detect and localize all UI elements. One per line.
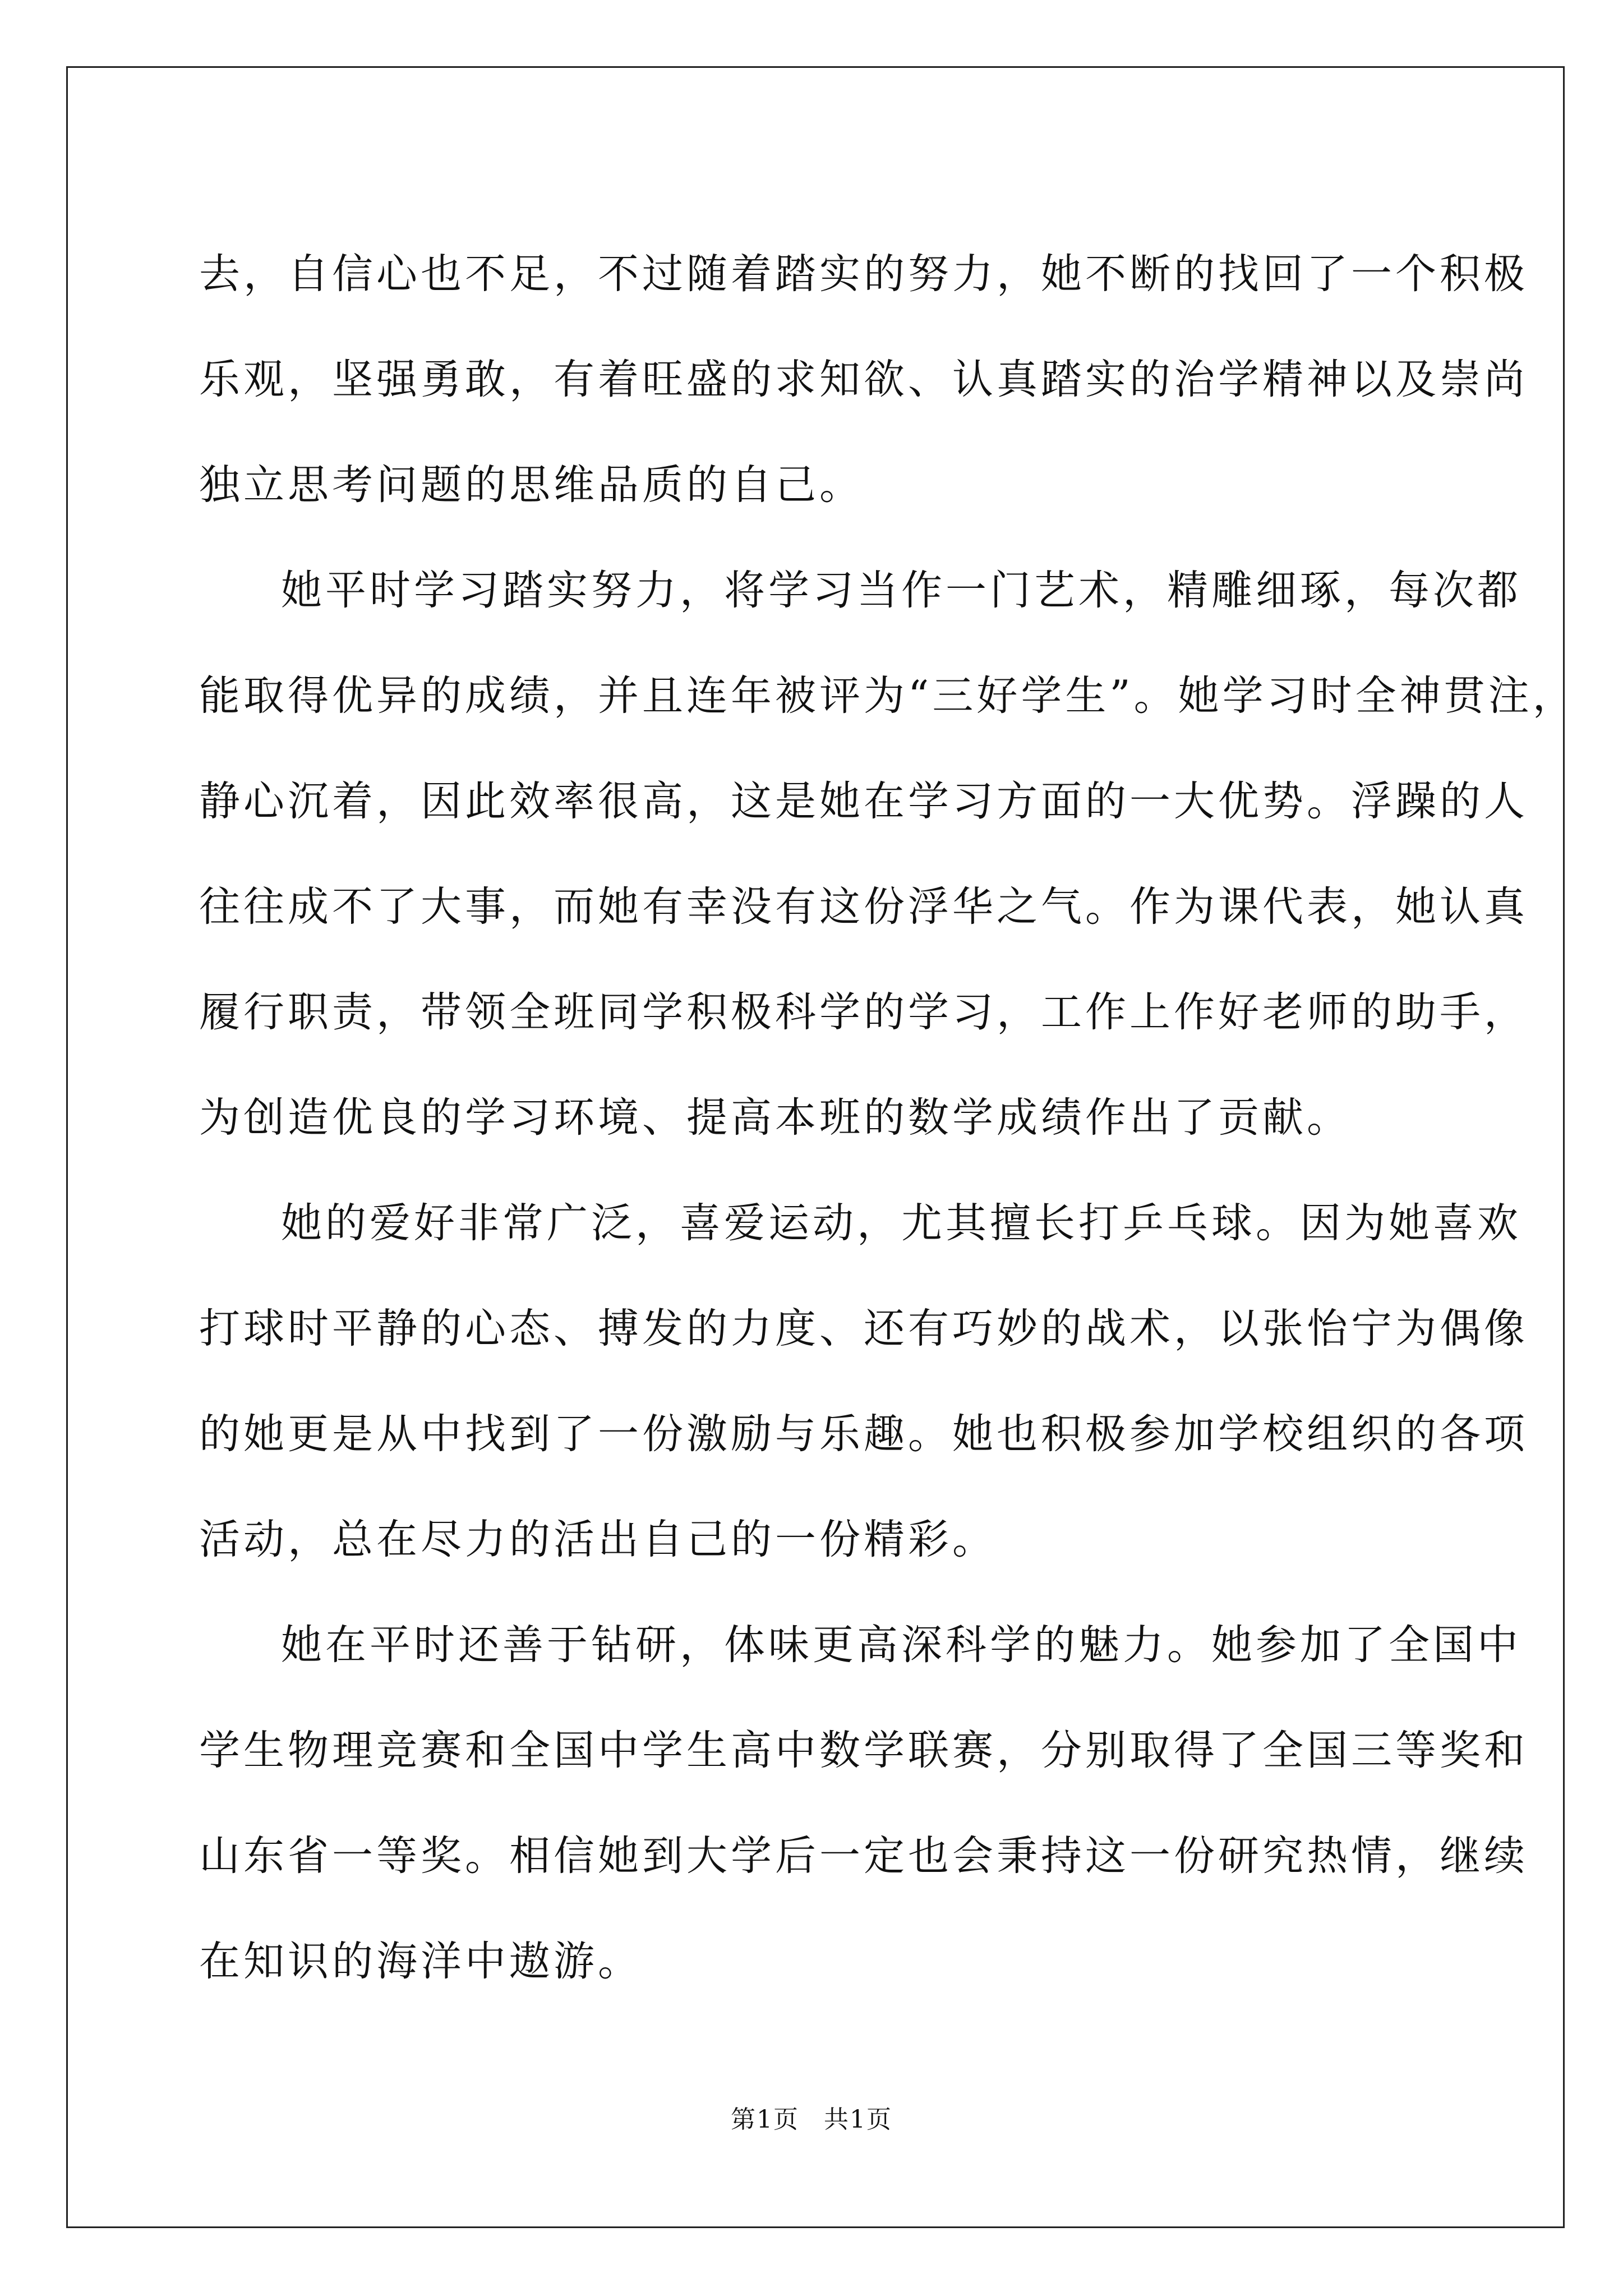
text-line: 乐观，坚强勇敢，有着旺盛的求知欲、认真踏实的治学精神以及崇尚	[199, 356, 1528, 403]
paragraph	[199, 538, 1577, 1171]
text-line: 活动，总在尽力的活出自己的一份精彩。	[199, 1516, 997, 1563]
text-line: 打球时平静的心态、搏发的力度、还有巧妙的战术，以张怡宁为偶像	[199, 1305, 1528, 1352]
text-line: 在知识的海洋中遨游。	[199, 1938, 642, 1985]
paragraph	[199, 222, 1528, 538]
text-line: 她在平时还善于钻研，体味更高深科学的魅力。她参加了全国中	[281, 1621, 1521, 1669]
document-body	[199, 222, 1577, 2014]
paragraph	[199, 1171, 1528, 1593]
text-line: 的她更是从中找到了一份激励与乐趣。她也积极参加学校组织的各项	[199, 1410, 1528, 1458]
page-footer	[0, 2099, 1623, 2135]
text-line: 学生物理竞赛和全国中学生高中数学联赛，分别取得了全国三等奖和	[199, 1727, 1528, 1774]
text-line: 为创造优良的学习环境、提高本班的数学成绩作出了贡献。	[199, 1094, 1351, 1142]
page-total: 共1页	[824, 2105, 892, 2134]
text-line: 履行职责，带领全班同学积极科学的学习，工作上作好老师的助手，	[199, 988, 1528, 1036]
text-line: 独立思考问题的思维品质的自己。	[199, 461, 864, 509]
text-line: 去，自信心也不足，不过随着踏实的努力，她不断的找回了一个积极	[199, 250, 1528, 298]
text-line: 她平时学习踏实努力，将学习当作一门艺术，精雕细琢，每次都	[281, 567, 1521, 614]
text-line: 静心沉着，因此效率很高，这是她在学习方面的一大优势。浮躁的人	[199, 777, 1528, 825]
text-line: 山东省一等奖。相信她到大学后一定也会秉持这一份研究热情，继续	[199, 1832, 1528, 1880]
text-line: 她的爱好非常广泛，喜爱运动，尤其擅长打乒乓球。因为她喜欢	[281, 1199, 1521, 1247]
text-line: 往往成不了大事，而她有幸没有这份浮华之气。作为课代表，她认真	[199, 883, 1528, 931]
text-line: 能取得优异的成绩，并且连年被评为“三好学生”。她学习时全神贯注，	[199, 672, 1577, 720]
page-number: 第1页	[731, 2105, 799, 2134]
paragraph	[199, 1593, 1528, 2014]
